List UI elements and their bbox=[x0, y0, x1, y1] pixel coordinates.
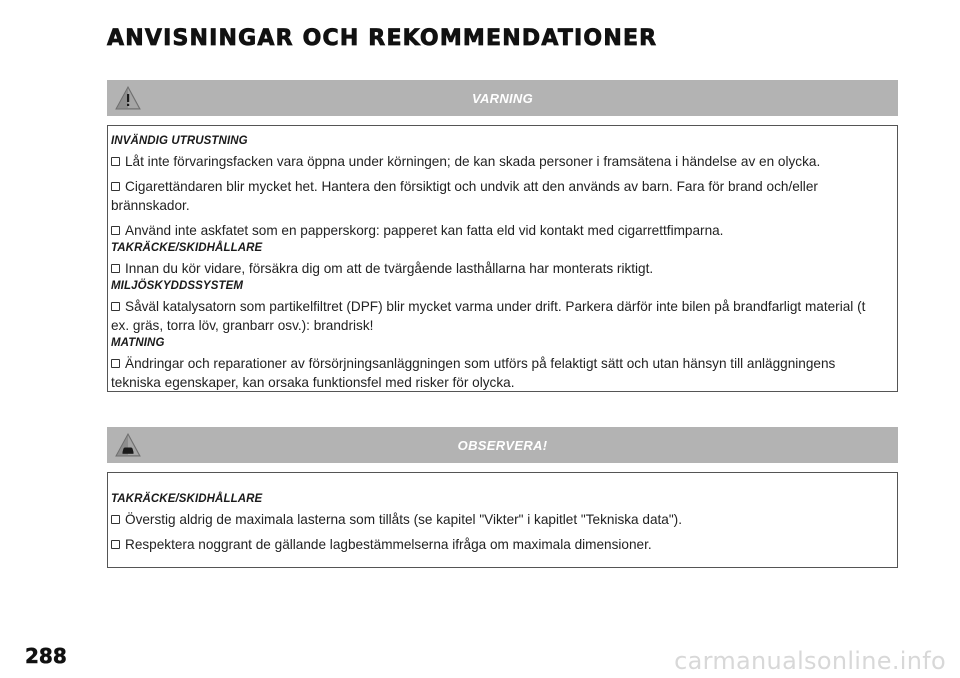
checkbox-bullet-icon bbox=[111, 157, 120, 166]
section-heading: INVÄNDIG UTRUSTNING bbox=[111, 135, 248, 147]
note-label: OBSERVERA! bbox=[457, 438, 548, 453]
warning-banner bbox=[107, 80, 898, 116]
section-heading: MILJÖSKYDDSSYSTEM bbox=[111, 280, 244, 292]
note-banner bbox=[107, 427, 898, 463]
checkbox-bullet-icon bbox=[111, 302, 120, 311]
warning-panel bbox=[107, 125, 898, 392]
checkbox-bullet-icon bbox=[111, 540, 120, 549]
list-item: Använd inte askfatet som en papperskorg: papperet kan fatta eld vid kontakt med cigarrettfimparna. bbox=[111, 221, 887, 240]
list-item: Låt inte förvaringsfacken vara öppna under körningen; de kan skada personer i framsätena i händelse av en olycka. bbox=[111, 152, 887, 171]
checkbox-bullet-icon bbox=[111, 182, 120, 191]
warning-box bbox=[107, 80, 898, 392]
list-item: Innan du kör vidare, försäkra dig om att de tvärgående lasthållarna har monterats riktigt. bbox=[111, 259, 887, 278]
page-title: ANVISNINGAR OCH REKOMMENDATIONER bbox=[107, 26, 658, 51]
list-item: Såväl katalysatorn som partikelfiltret (DPF) blir mycket varma under drift. Parkera därför inte bilen på brandfarligt material (t ex. gräs, torra löv, granbarr osv.): brandrisk! bbox=[111, 299, 866, 333]
page-number: 288 bbox=[25, 644, 67, 668]
list-item: Respektera noggrant de gällande lagbestämmelserna ifråga om maximala dimensioner. bbox=[111, 535, 887, 554]
section-heading: MATNING bbox=[111, 337, 165, 349]
note-box bbox=[107, 427, 898, 568]
watermark: carmanualsonline.info bbox=[674, 647, 946, 675]
list-item: Ändringar och reparationer av försörjningsanläggningen som utförs på felaktigt sätt och utan hänsyn till anläggningens tekniska egenskaper, kan orsaka funktionsfel med risker för olycka. bbox=[111, 356, 836, 390]
section-heading: TAKRÄCKE/SKIDHÅLLARE bbox=[111, 242, 263, 254]
checkbox-bullet-icon bbox=[111, 264, 120, 273]
list-item: Överstig aldrig de maximala lasterna som tillåts (se kapitel "Vikter" i kapitlet "Tekniska data"). bbox=[111, 510, 887, 529]
list-item: Cigarettändaren blir mycket het. Hantera den försiktigt och undvik att den används av barn. Fara för brand och/eller brännskador. bbox=[111, 179, 818, 213]
checkbox-bullet-icon bbox=[111, 515, 120, 524]
section-heading: TAKRÄCKE/SKIDHÅLLARE bbox=[111, 493, 263, 505]
warning-label: VARNING bbox=[471, 91, 534, 106]
note-panel bbox=[107, 472, 898, 568]
checkbox-bullet-icon bbox=[111, 226, 120, 235]
checkbox-bullet-icon bbox=[111, 359, 120, 368]
